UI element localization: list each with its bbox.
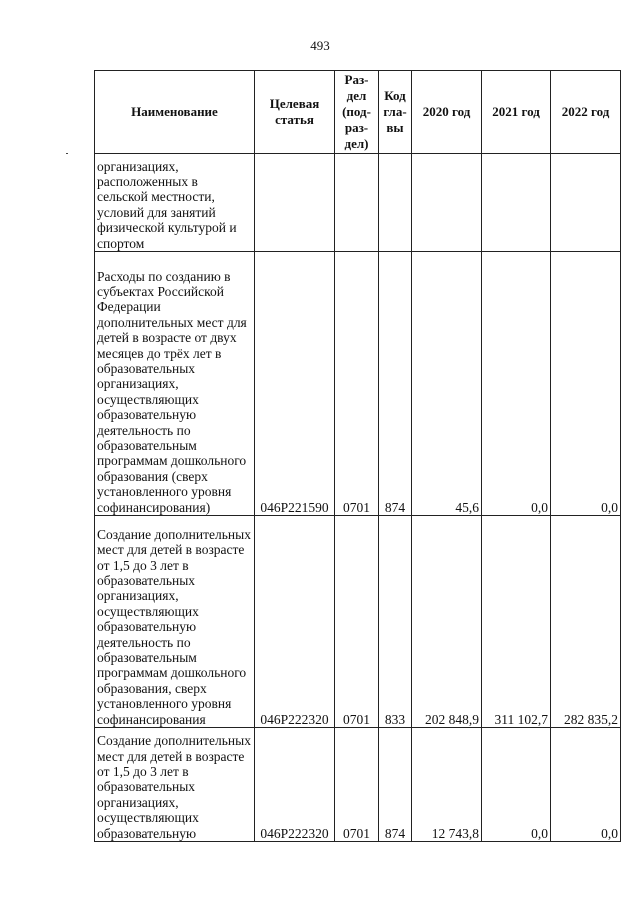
- row-2021: 311 102,7: [482, 516, 551, 728]
- row-section: 0701: [335, 252, 379, 516]
- row-target: 046Р221590: [255, 252, 335, 516]
- row-name: Создание дополнительных мест для детей в возрасте от 1,5 до 3 лет в образовательных организациях, осуществляющих образовательную деятельность по образовательным программам дошкольного образования, сверх установленного уровня софинансирования: [95, 516, 255, 728]
- page-number: 493: [310, 38, 330, 53]
- header-2021: 2021 год: [482, 71, 551, 154]
- row-target: 046Р222320: [255, 516, 335, 728]
- row-2020: 202 848,9: [412, 516, 482, 728]
- budget-table: [94, 70, 621, 842]
- row-2020: 45,6: [412, 252, 482, 516]
- row-code: 833: [379, 516, 412, 728]
- header-target: Целевая статья: [255, 71, 335, 154]
- scan-speck: [66, 153, 68, 154]
- row-2022: [551, 154, 621, 252]
- row-2020: [412, 154, 482, 252]
- row-name: организациях, расположенных в сельской местности, условий для занятий физической культурой и спортом: [95, 154, 255, 252]
- row-section: 0701: [335, 516, 379, 728]
- table-row: [95, 154, 621, 252]
- header-name: Наименование: [95, 71, 255, 154]
- row-2021: 0,0: [482, 252, 551, 516]
- row-name: Создание дополнительных мест для детей в возрасте от 1,5 до 3 лет в образовательных организациях, осуществляющих образовательную: [95, 728, 255, 842]
- row-code: 874: [379, 252, 412, 516]
- row-target: 046Р222320: [255, 728, 335, 842]
- table-row: [95, 728, 621, 842]
- table-row: [95, 252, 621, 516]
- row-target: [255, 154, 335, 252]
- row-section: 0701: [335, 728, 379, 842]
- table-row: [95, 516, 621, 728]
- row-2022: 282 835,2: [551, 516, 621, 728]
- row-code: [379, 154, 412, 252]
- row-section: [335, 154, 379, 252]
- row-2022: 0,0: [551, 728, 621, 842]
- row-2020: 12 743,8: [412, 728, 482, 842]
- header-2020: 2020 год: [412, 71, 482, 154]
- row-code: 874: [379, 728, 412, 842]
- header-section: Раз-дел (под-раз-дел): [335, 71, 379, 154]
- header-2022: 2022 год: [551, 71, 621, 154]
- table-header-row: [95, 71, 621, 154]
- row-name: Расходы по созданию в субъектах Российской Федерации дополнительных мест для детей в возрасте от двух месяцев до трёх лет в образовательных организациях, осуществляющих образовательную деятельность по образовательным программам дошкольного образования (сверх установленного уровня софинансирования): [95, 252, 255, 516]
- header-code: Код гла-вы: [379, 71, 412, 154]
- row-2021: [482, 154, 551, 252]
- row-2022: 0,0: [551, 252, 621, 516]
- row-2021: 0,0: [482, 728, 551, 842]
